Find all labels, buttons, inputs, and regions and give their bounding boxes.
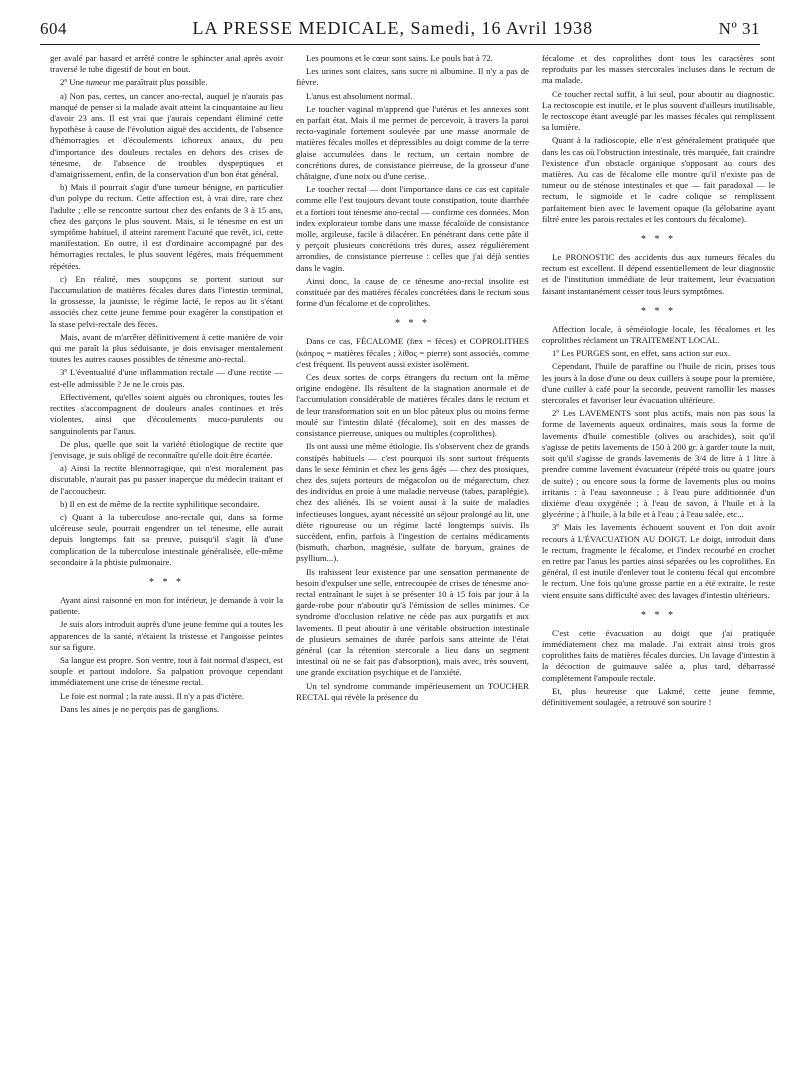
paragraph: Mais, avant de m'arrêter définitivement à cette manière de voir qui me paraît la plus séduisante, je dois envisager mentalement toutes les autres causes possibles de ténesme ano-rectal. xyxy=(50,331,283,365)
text-run: 2º Une xyxy=(60,77,87,88)
paragraph: c) En réalité, mes soupçons se portent surtout sur l'accumulation de matières fécales dures dans l'intestin terminal, la grossesse, la jaunisse, le régime lacté, le repos au lit s'étant associés chez cette jeune femme pour exagérer la constipation et la stase pelvi-rectale des fèces. xyxy=(50,273,283,329)
paragraph: Et, plus heureuse que Lakmé, cette jeune femme, définitivement soulagée, a retrouvé son sourire ! xyxy=(542,685,775,707)
paragraph: 1º Les PURGES sont, en effet, sans action sur eux. xyxy=(552,348,731,359)
paragraph: Le foie est normal ; la rate aussi. Il n'y a pas d'ictère. xyxy=(60,690,244,701)
paragraph: 2º Les LAVEMENTS sont plus actifs, mais non pas sous la forme de lavements aqueux ordinaires, mais sous la forme de lavements d'huile comestible (olives ou arachides), soit qu'il s'agisse de petits lavements de 150 à 200 gr. à garder toute la nuit, soit qu'il s'agisse de grands lavements de 3/4 de litre à 1 litre à prendre comme lavement évacuateur (répété trois ou quatre jours de suite) ; ou encore sous la forme de lavements plus ou moins irritants : à l'eau savonneuse ; à l'eau pure additionnée d'un dixième d'eau oxygénée ; à l'eau de savon, à l'huile et à la glycérine ; à l'huile, à la bile et à l'eau ; à l'eau salée, etc... xyxy=(542,408,775,520)
paragraph: Un tel syndrome commande impérieusement un TOUCHER RECTAL qui révèle la présence du xyxy=(296,680,529,702)
paragraph: Les urines sont claires, sans sucre ni albumine. Il n'y a pas de fièvre. xyxy=(296,66,529,88)
section-separator: * * * xyxy=(641,609,676,621)
paragraph: Ils ont aussi une même étiologie. Ils s'observent chez de grands constipés habituels — c'est pourquoi ils sont surtout fréquents dans le sexe féminin et chez les gens âgés — chez des ptosiques, chez des sujets porteurs de mégacolon ou de mégarectum, chez des individus en proie à une maladie nerveuse (tabes, paraplégie), chez des aliénés. Ils se voient aussi à la suite de maladies infectieuses longues, ayant nécessité un séjour prolongé au lit, une diète rigoureuse ou un régime lacté longtemps suivis. Ils succèdent, enfin, parfois à l'ingestion de certains médicaments (bismuth, charbon, magnésie, sulfate de baryum, graines de psyllium...). xyxy=(296,441,529,564)
paragraph: a) Non pas, certes, un cancer ano-rectal, auquel je n'aurais pas manqué de penser si la malade avait atteint la cinquantaine au lieu d'avoir 23 ans. Il est vrai que j'aurais cependant éliminé cette hypothèse à cause de l'évolution aiguë des accidents, de l'absence d'hémorragies et d'écoulements ichoreux anaux, du peu d'importance des douleurs rectales en dehors des crises de ténesme, de l'absence de troubles dyspeptiques et d'amaigrissement, enfin, de la conservation d'un bon état général. xyxy=(50,90,283,180)
paragraph: b) Il en est de même de la rectite syphilitique secondaire. xyxy=(60,498,260,509)
issue-date: Samedi, 16 Avril 1938 xyxy=(410,18,594,38)
paragraph: Le toucher vaginal m'apprend que l'utérus et les annexes sont en parfait état. Mais il me permet de percevoir, à travers la paroi recto-vaginale fortement soulevée par une masse anormale de matières fécales molles et dépressibles au doigt comme de la terre glaise accumulées dans le rectum, un certain nombre de concrétions dures, de consistance pierreuse, de la grosseur d'une châtaigne, d'une noix ou d'une cerise. xyxy=(296,103,529,182)
paragraph: Dans ce cas, FÉCALOME (fæx = fèces) et COPROLITHES (κόπρος = matières fécales ; λίθος = pierre) sont associés, comme c'est fréquent. Ils peuvent aussi exister isolément. xyxy=(296,336,529,369)
paragraph: Ces deux sortes de corps étrangers du rectum ont la même origine endogène. Ils résultent de la stagnation anormale et de l'accumulation considérable de matières fécales dans le rectum et de leur transformation soit en un bloc pâteux plus ou moins ferme moulé sur l'intestin dilaté (fécalome), soit en des masses de consistance pierreuse, uniques ou multiples (coprolithes). xyxy=(296,372,529,439)
paragraph: 3º Mais les lavements échouent souvent et l'on doit avoir recours à L'ÉVACUATION AU DOIGT. Le doigt, introduit dans le rectum, fragmente le fécalome, et l'index recourbé en crochet en retire par l'anus les parties ainsi séparées ou les coprolithes. En général, il est inutile d'enlever tout le contenu fécal qui encombre le rectum. Une fois qu'une grosse partie en a été extraite, le reste vient ensuite sans difficulté avec des lavages d'intestin ultérieurs. xyxy=(542,522,775,600)
paragraph: Le toucher rectal — dont l'importance dans ce cas est capitale comme elle l'est toujours devant toute constipation, toute diarrhée et a fortiori tout ténesme ano-rectal — confirme ces données. Mon index explorateur tombe dans une masse fécaloïde de consistance molle, argileuse, facile à dilacérer. En pénétrant dans cette pâte il y perçoit plusieurs concrétions très dures, assez régulièrement arrondies, de consistance pierreuse : celles que j'ai déjà senties dans le vagin. xyxy=(296,184,529,273)
paragraph: Affection locale, à séméiologie locale, les fécalomes et les coprolithes réclament un TRAITEMENT LOCAL. xyxy=(542,323,775,346)
header-rule xyxy=(40,44,760,45)
paragraph: Ce toucher rectal suffit, à lui seul, pour aboutir au diagnostic. La rectoscopie est inutile, et le plus souvent d'ailleurs inutilisable, le rectoscope étant aveuglé par les masses fécales qui remplissent sa lumière. xyxy=(542,88,775,133)
emphasis: tumeur xyxy=(86,77,111,88)
issue-number: Nº 31 xyxy=(718,19,760,38)
paragraph: Sa langue est propre. Son ventre, tout à fait normal d'aspect, est souple et partout indolore. Sa palpation provoque cependant immédiatement une crise de ténesme rectal. xyxy=(50,654,283,688)
section-separator: * * * xyxy=(395,318,430,330)
page-header xyxy=(40,18,760,44)
text-run: me paraîtrait plus possible. xyxy=(110,77,208,88)
masthead xyxy=(192,18,593,39)
section-separator: * * * xyxy=(149,576,184,588)
paragraph: Dans les aines je ne perçois pas de ganglions. xyxy=(60,703,220,714)
paragraph: a) Ainsi la rectite blennorragique, qui n'est moralement pas discutable, n'aurait pas pu passer inaperçue du médecin traitant et de l'accoucheur. xyxy=(50,463,283,496)
paragraph: c) Quant à la tuberculose ano-rectale qui, dans sa forme ulcéreuse seule, pourrait engendrer un tel ténesme, elle aurait depuis longtemps fait sa preuve, puisqu'il s'agit là d'une complication de la tuberculose intestinale généralisée, elle-même secondaire à la phtisie pulmonaire. xyxy=(50,511,283,567)
paragraph: ger avalé par hasard et arrêté contre le sphincter anal après avoir traversé le tube digestif de bout en bout. xyxy=(50,53,283,75)
paragraph: Ainsi donc, la cause de ce ténesme ano-rectal insolite est constituée par des matières fécales concrétées dans le rectum sous forme d'un fécalome et de coprolithes. xyxy=(296,275,529,309)
paragraph: 3º L'éventualité d'une inflammation rectale — d'une rectite — est-elle admissible ? Je ne le crois pas. xyxy=(50,367,283,389)
article-body xyxy=(50,53,776,1078)
paragraph: De plus, quelle que soit la variété étiologique de rectite que j'envisage, je suis obligé de reconnaître qu'elle doit être écartée. xyxy=(50,438,283,460)
section-separator: * * * xyxy=(641,305,676,317)
paragraph: Ils trahissent leur existence par une sensation permanente de besoin d'expulser une selle, entrecoupée de crises de ténesme ano-rectal entraînant le sujet à se présenter 10 à 15 fois par jour à la garde-robe pour n'aboutir qu'à l'émission de selles minimes. Ce syndrome d'occlusion relative ne cède pas aux purgatifs et aux lavements. Il peut aboutir à une véritable obstruction intestinale de plusieurs semaines de durée parfois sans atteinte de l'état général (car la rétention stercorale a lieu dans un segment intestinal où ne se fait pas d'absorption), mais avec, très souvent, une grande excitation psychique et de l'anxiété. xyxy=(296,566,529,678)
column-1 xyxy=(50,53,283,1078)
paragraph: b) Mais il pourrait s'agir d'une tumeur bénigne, en particulier d'un polype du rectum. Cette affection est, à vrai dire, rare chez l'adulte ; elle se rencontre surtout chez des enfants de 3 à 15 ans, chez des garçons le plus souvent. Mais, si le ténesme en est un symptôme habituel, il atteint rarement l'acuité que revêt, ici, cette manifestation. En outre, il est d'ordinaire accompagné par des hémorragies rectales, le plus souvent légères, mais fréquemment répétées. xyxy=(50,182,283,271)
column-2 xyxy=(296,53,529,1078)
journal-title: LA PRESSE MEDICALE, xyxy=(192,18,406,38)
paragraph: C'est cette évacuation au doigt que j'ai pratiquée immédiatement chez ma malade. J'ai extrait ainsi trois gros coprolithes faits de matières fécales durcies. Un lavage d'intestin à la décoction de guimauve salée a, plus tard, débarrassé complètement l'ampoule rectale. xyxy=(542,627,775,683)
paragraph: fécalome et des coprolithes dont tous les caractères sont reproduits par les masses stercorales incluses dans le rectum de ma malade. xyxy=(542,53,775,86)
paragraph: L'anus est absolument normal. xyxy=(306,90,413,101)
paragraph: Je suis alors introduit auprès d'une jeune femme qui a toutes les apparences de la santé, n'étaient la tristesse et l'angoisse peintes sur sa figure. xyxy=(50,619,283,652)
page-number: 604 xyxy=(40,19,67,38)
section-separator: * * * xyxy=(641,234,676,246)
paragraph xyxy=(50,77,283,88)
column-3 xyxy=(542,53,775,1078)
paragraph: Ayant ainsi raisonné en mon for intérieur, je demande à voir la patiente. xyxy=(50,594,283,617)
paragraph: Effectivement, qu'elles soient aiguës ou chroniques, toutes les rectites s'accompagnent de douleurs anales continues et très violentes, ainsi que d'écoulements muco-purulents ou sanguinolents par l'anus. xyxy=(50,391,283,436)
paragraph: Quant à la radioscopie, elle n'est généralement pratiquée que dans les cas où l'obstruction intestinale, très marquée, fait craindre l'existence d'un obstacle organique s'opposant au cours des matières. Au cas de fécalome elle montre qu'il n'existe pas de tumeur ou de sténose intestinales et que — fait paradoxal — le rectum, le sigmoïde et le cadre colique se remplissent parfaitement bien avec le lavement opaque (la gélobarine ayant filtré entre les parois rectales et les contours du fécalome). xyxy=(542,135,775,224)
paragraph: Le PRONOSTIC des accidents dus aux tumeurs fécales du rectum est excellent. Il dépend essentiellement de leur diagnostic et de l'institution immédiate de leur traitement, leur évacuation faisant instantanément cesser tous leurs symptômes. xyxy=(542,252,775,296)
paragraph: Cependant, l'huile de paraffine ou l'huile de ricin, prises tous les jours à la dose d'une ou deux cuillers à soupe pour la première, d'une cuiller à café pour la seconde, peuvent ramollir les masses stercorales et favoriser leur évacuation ultérieure. xyxy=(542,361,775,406)
paragraph: Les poumons et le cœur sont sains. Le pouls bat à 72. xyxy=(306,53,493,63)
